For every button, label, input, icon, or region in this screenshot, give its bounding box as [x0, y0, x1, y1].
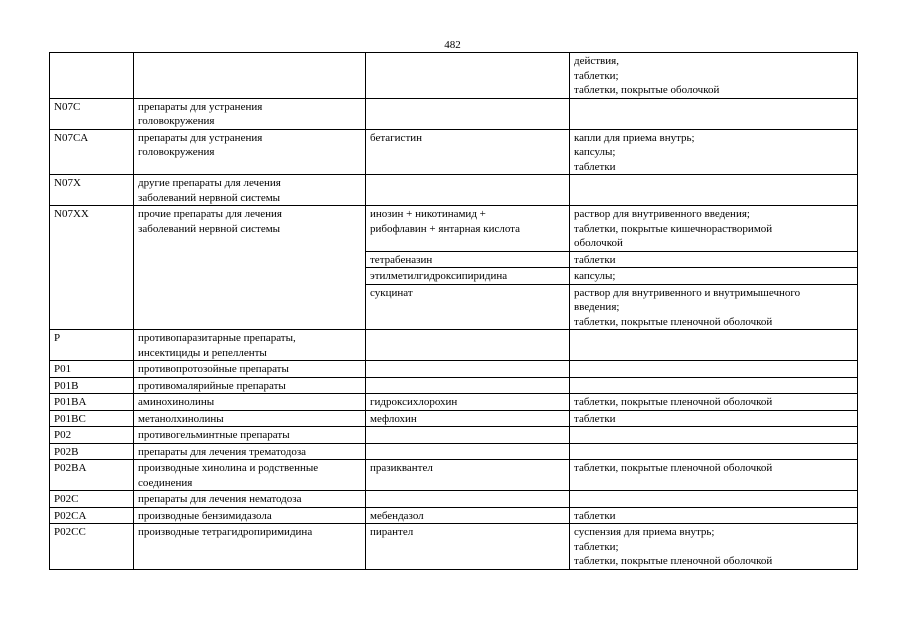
group-name-cell [134, 129, 366, 175]
drug-name-cell [366, 129, 570, 175]
group-name-cell-line: препараты для лечения нематодоза [138, 493, 302, 505]
drug-name-cell [366, 361, 570, 378]
table-row [50, 175, 858, 206]
dosage-form-cell-line: суспензия для приема внутрь; [574, 526, 715, 538]
dosage-form-cell-line: таблетки, покрытые пленочной оболочкой [574, 555, 773, 567]
drug-name-cell-line: мебендазол [370, 509, 424, 522]
dosage-form-cell [570, 129, 858, 175]
dosage-form-cell [570, 394, 858, 411]
group-name-cell [134, 361, 366, 378]
drug-name-cell [366, 330, 570, 361]
dosage-form-cell-line: раствор для внутривенного введения; [574, 208, 750, 220]
drug-name-cell [366, 507, 570, 524]
atc-code-cell: P01 [50, 361, 134, 378]
atc-code-cell: P02CC [50, 524, 134, 570]
dosage-form-cell-line: оболочкой [574, 237, 623, 249]
table-row [50, 53, 858, 99]
dosage-form-cell-line: таблетки, покрытые кишечнорастворимой [574, 222, 773, 235]
drug-name-cell-line: инозин + никотинамид + [370, 208, 486, 220]
drug-classification-table [49, 52, 858, 570]
drug-name-cell [366, 251, 570, 268]
drug-name-cell-line: бетагистин [370, 131, 423, 144]
atc-code-cell: N07CA [50, 129, 134, 175]
dosage-form-cell [570, 206, 858, 252]
group-name-cell [134, 98, 366, 129]
group-name-cell-line: препараты для устранения [138, 100, 263, 113]
group-name-cell [134, 377, 366, 394]
dosage-form-cell-line: таблетки [574, 253, 616, 266]
dosage-form-cell-line: таблетки; [574, 69, 619, 82]
dosage-form-cell [570, 524, 858, 570]
dosage-form-cell-line: таблетки [574, 160, 616, 173]
dosage-form-cell-line: таблетки [574, 412, 616, 425]
drug-name-cell [366, 427, 570, 444]
drug-name-cell-line: рибофлавин + янтарная кислота [370, 222, 521, 235]
dosage-form-cell-line: таблетки, покрытые пленочной оболочкой [574, 315, 773, 328]
drug-name-cell [366, 524, 570, 570]
atc-code-cell [50, 53, 134, 99]
atc-code-cell: P02CA [50, 507, 134, 524]
group-name-cell-line: аминохинолины [138, 396, 215, 408]
table-row [50, 460, 858, 491]
dosage-form-cell-line: капли для приема внутрь; [574, 131, 695, 144]
dosage-form-cell-line: раствор для внутривенного и внутримышечного [574, 286, 801, 299]
group-name-cell-line: головокружения [138, 115, 215, 127]
drug-name-cell [366, 268, 570, 285]
dosage-form-cell [570, 377, 858, 394]
table-row [50, 443, 858, 460]
drug-name-cell-line: сукцинат [370, 286, 413, 299]
table-row [50, 377, 858, 394]
table-row [50, 524, 858, 570]
drug-name-cell-line: мефлохин [370, 412, 417, 425]
group-name-cell-line: препараты для устранения [138, 131, 263, 144]
atc-code-cell: N07XX [50, 206, 134, 330]
dosage-form-cell [570, 491, 858, 508]
table-row [50, 129, 858, 175]
group-name-cell-line: заболеваний нервной системы [138, 191, 281, 204]
drug-name-cell-line: гидроксихлорохин [370, 396, 458, 408]
table-row [50, 507, 858, 524]
drug-name-cell [366, 460, 570, 491]
group-name-cell [134, 330, 366, 361]
dosage-form-cell [570, 284, 858, 330]
drug-name-cell [366, 491, 570, 508]
group-name-cell-line: метанолхинолины [138, 412, 224, 425]
drug-name-cell-line: этилметилгидроксипиридина [370, 270, 508, 282]
drug-name-cell [366, 98, 570, 129]
table-row [50, 330, 858, 361]
group-name-cell [134, 427, 366, 444]
table-row [50, 98, 858, 129]
drug-name-cell [366, 377, 570, 394]
dosage-form-cell-line: действия, [574, 55, 619, 67]
drug-name-cell [366, 175, 570, 206]
group-name-cell-line: соединения [138, 476, 193, 489]
dosage-form-cell [570, 53, 858, 99]
atc-code-cell: P [50, 330, 134, 361]
dosage-form-cell-line: таблетки, покрытые оболочкой [574, 84, 720, 96]
group-name-cell-line: прочие препараты для лечения [138, 208, 282, 220]
group-name-cell-line: препараты для лечения трематодоза [138, 445, 307, 458]
dosage-form-cell-line: таблетки, покрытые пленочной оболочкой [574, 396, 773, 408]
group-name-cell-line: заболеваний нервной системы [138, 222, 281, 235]
dosage-form-cell [570, 410, 858, 427]
drug-name-cell [366, 53, 570, 99]
group-name-cell [134, 206, 366, 330]
group-name-cell [134, 53, 366, 99]
group-name-cell-line: производные тетрагидропиримидина [138, 526, 313, 538]
group-name-cell-line: противогельминтные препараты [138, 429, 290, 441]
group-name-cell-line: производные бензимидазола [138, 509, 272, 522]
atc-code-cell: P01B [50, 377, 134, 394]
atc-code-cell: P02C [50, 491, 134, 508]
dosage-form-cell [570, 330, 858, 361]
dosage-form-cell-line: капсулы; [574, 270, 616, 282]
table-row [50, 491, 858, 508]
group-name-cell-line: противопротозойные препараты [138, 363, 289, 375]
dosage-form-cell [570, 268, 858, 285]
dosage-form-cell-line: таблетки, покрытые пленочной оболочкой [574, 462, 773, 474]
dosage-form-cell [570, 175, 858, 206]
table-row [50, 361, 858, 378]
group-name-cell [134, 443, 366, 460]
drug-name-cell-line: тетрабеназин [370, 253, 433, 266]
dosage-form-cell-line: таблетки; [574, 540, 619, 553]
atc-code-cell: P02B [50, 443, 134, 460]
group-name-cell-line: головокружения [138, 146, 215, 158]
drug-name-cell-line: пирантел [370, 526, 414, 538]
group-name-cell [134, 175, 366, 206]
group-name-cell-line: противомалярийные препараты [138, 379, 286, 392]
atc-code-cell: N07C [50, 98, 134, 129]
dosage-form-cell [570, 460, 858, 491]
group-name-cell [134, 460, 366, 491]
group-name-cell [134, 410, 366, 427]
drug-name-cell [366, 284, 570, 330]
drug-name-cell [366, 443, 570, 460]
atc-code-cell: N07X [50, 175, 134, 206]
dosage-form-cell [570, 507, 858, 524]
dosage-form-cell-line: таблетки [574, 509, 616, 522]
group-name-cell-line: производные хинолина и родственные [138, 462, 319, 474]
atc-code-cell: P02BA [50, 460, 134, 491]
group-name-cell [134, 524, 366, 570]
table-row [50, 206, 858, 252]
atc-code-cell: P01BA [50, 394, 134, 411]
group-name-cell-line: противопаразитарные препараты, [138, 332, 296, 344]
group-name-cell [134, 507, 366, 524]
drug-name-cell [366, 394, 570, 411]
drug-name-cell-line: празиквантел [370, 462, 433, 474]
group-name-cell-line: инсектициды и репелленты [138, 346, 267, 359]
atc-code-cell: P02 [50, 427, 134, 444]
dosage-form-cell [570, 427, 858, 444]
drug-name-cell [366, 410, 570, 427]
group-name-cell [134, 394, 366, 411]
dosage-form-cell [570, 251, 858, 268]
atc-code-cell: P01BC [50, 410, 134, 427]
table-row [50, 410, 858, 427]
page-number: 482 [444, 39, 461, 51]
table-row [50, 394, 858, 411]
drug-name-cell [366, 206, 570, 252]
dosage-form-cell [570, 443, 858, 460]
dosage-form-cell-line: капсулы; [574, 146, 616, 158]
group-name-cell-line: другие препараты для лечения [138, 177, 281, 189]
dosage-form-cell [570, 98, 858, 129]
dosage-form-cell [570, 361, 858, 378]
dosage-form-cell-line: введения; [574, 301, 620, 313]
table-row [50, 427, 858, 444]
group-name-cell [134, 491, 366, 508]
